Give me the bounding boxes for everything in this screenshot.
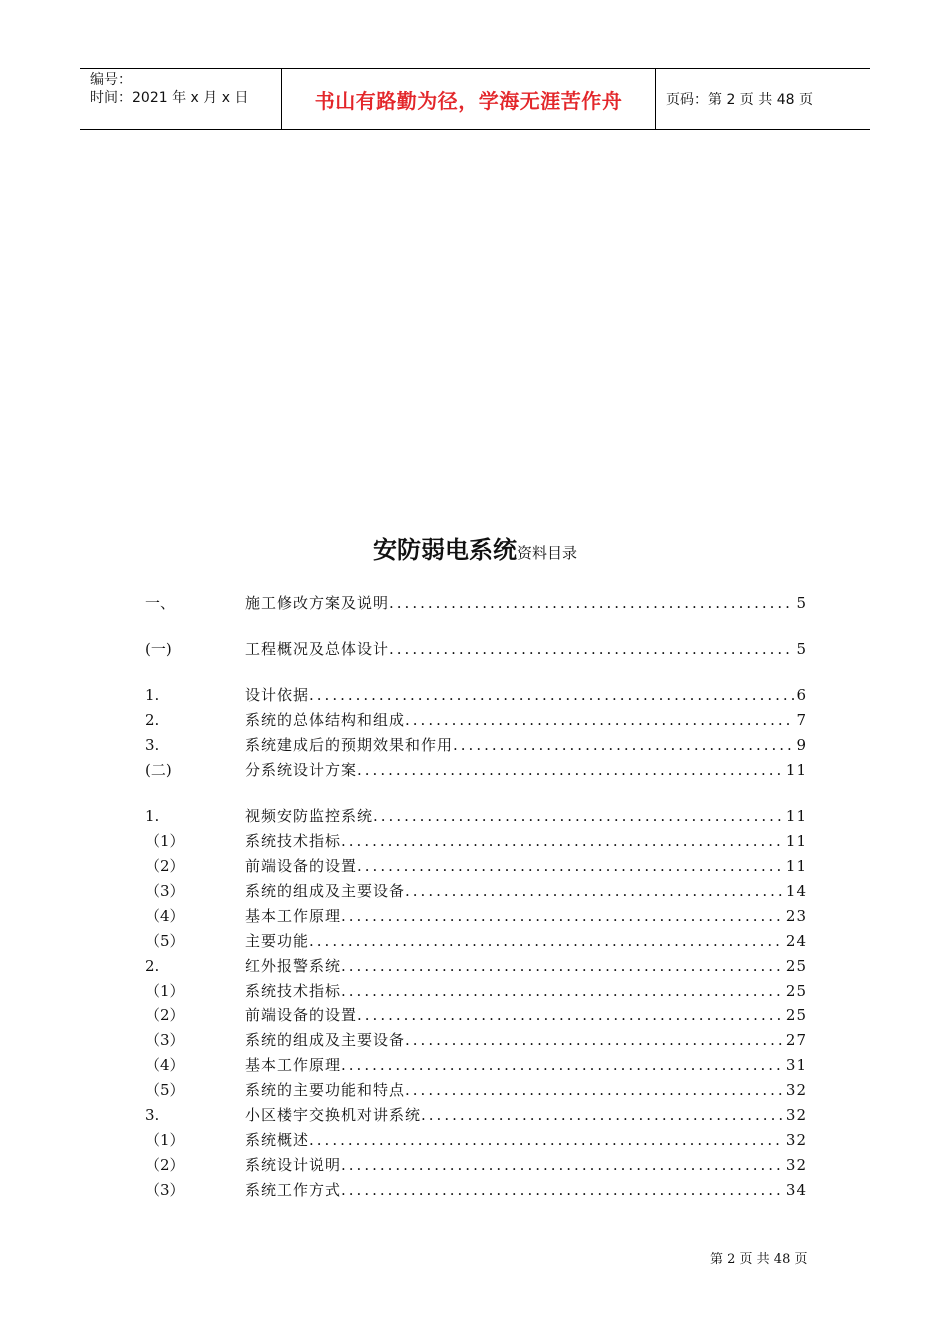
toc-number: 2. bbox=[145, 711, 160, 729]
toc-label: 基本工作原理 bbox=[245, 907, 342, 925]
toc-page: 25 bbox=[785, 1006, 807, 1024]
toc-row[interactable] bbox=[145, 1154, 810, 1176]
toc-row[interactable] bbox=[145, 1029, 810, 1051]
toc-leader bbox=[389, 638, 794, 660]
toc-label: 系统的总体结构和组成 bbox=[245, 711, 406, 729]
toc-label: 主要功能 bbox=[245, 932, 310, 950]
toc-label: 系统工作方式 bbox=[245, 1181, 342, 1199]
toc-page: 25 bbox=[785, 957, 807, 975]
toc-page: 11 bbox=[785, 857, 807, 875]
title-sub: 资料目录 bbox=[516, 544, 577, 562]
toc-page: 31 bbox=[785, 1056, 807, 1074]
toc-leader bbox=[341, 1054, 784, 1076]
toc-number: （2） bbox=[145, 1006, 185, 1024]
toc-page: 9 bbox=[796, 736, 807, 754]
toc-page: 24 bbox=[785, 932, 807, 950]
toc-label: 小区楼宇交换机对讲系统 bbox=[245, 1106, 422, 1124]
doc-time-label: 时间：2021 年 x 月 x 日 bbox=[90, 90, 249, 106]
toc-label: 前端设备的设置 bbox=[245, 857, 358, 875]
toc-row[interactable] bbox=[145, 1054, 810, 1076]
toc-row[interactable] bbox=[145, 734, 810, 756]
toc-leader bbox=[341, 1154, 784, 1176]
toc-page: 32 bbox=[785, 1081, 807, 1099]
toc-label: 系统技术指标 bbox=[245, 832, 342, 850]
toc-label: 系统的组成及主要设备 bbox=[245, 1031, 406, 1049]
toc-leader bbox=[453, 734, 794, 756]
toc-leader bbox=[309, 930, 784, 952]
toc-number: 1. bbox=[145, 807, 160, 825]
toc-label: 分系统设计方案 bbox=[245, 761, 358, 779]
toc-number: 3. bbox=[145, 1106, 160, 1124]
toc-label: 系统的组成及主要设备 bbox=[245, 882, 406, 900]
toc-leader bbox=[373, 805, 784, 827]
toc-page: 23 bbox=[785, 907, 807, 925]
toc-leader bbox=[405, 709, 794, 731]
toc-label: 系统设计说明 bbox=[245, 1156, 342, 1174]
doc-number-label: 编号： bbox=[90, 72, 132, 88]
toc-number: （3） bbox=[145, 1031, 185, 1049]
toc-row[interactable] bbox=[145, 684, 810, 706]
toc-leader bbox=[309, 684, 794, 706]
toc-row[interactable] bbox=[145, 980, 810, 1002]
toc-row[interactable] bbox=[145, 709, 810, 731]
toc-number: 3. bbox=[145, 736, 160, 754]
toc-row[interactable] bbox=[145, 1179, 810, 1201]
toc-label: 基本工作原理 bbox=[245, 1056, 342, 1074]
toc-leader bbox=[357, 855, 784, 877]
toc-leader bbox=[405, 1029, 784, 1051]
toc-number: （5） bbox=[145, 932, 185, 950]
toc-row[interactable] bbox=[145, 1004, 810, 1026]
title-main: 安防弱电系统 bbox=[372, 536, 517, 564]
toc-page: 14 bbox=[785, 882, 807, 900]
toc-row[interactable] bbox=[145, 930, 810, 952]
toc-row[interactable] bbox=[145, 1079, 810, 1101]
toc-number: （2） bbox=[145, 1156, 185, 1174]
toc-number: （4） bbox=[145, 1056, 185, 1074]
toc-page: 32 bbox=[785, 1156, 807, 1174]
toc-row[interactable] bbox=[145, 1129, 810, 1151]
toc-page: 11 bbox=[785, 761, 807, 779]
toc-number: （4） bbox=[145, 907, 185, 925]
toc-number: （3） bbox=[145, 882, 185, 900]
toc-label: 系统技术指标 bbox=[245, 982, 342, 1000]
toc-page: 32 bbox=[785, 1106, 807, 1124]
toc-page: 7 bbox=[796, 711, 807, 729]
toc-row[interactable] bbox=[145, 638, 810, 660]
toc-label: 前端设备的设置 bbox=[245, 1006, 358, 1024]
toc-row[interactable] bbox=[145, 1104, 810, 1126]
toc-leader bbox=[341, 830, 784, 852]
toc-leader bbox=[405, 1079, 784, 1101]
toc-number: (一) bbox=[145, 640, 172, 658]
toc-number: (二) bbox=[145, 761, 172, 779]
toc-label: 系统建成后的预期效果和作用 bbox=[245, 736, 454, 754]
toc-number: （1） bbox=[145, 1131, 185, 1149]
toc-page: 32 bbox=[785, 1131, 807, 1149]
toc-page: 27 bbox=[785, 1031, 807, 1049]
toc-leader bbox=[341, 905, 784, 927]
toc-leader bbox=[357, 759, 784, 781]
toc-leader bbox=[309, 1129, 784, 1151]
toc-number: 2. bbox=[145, 957, 160, 975]
toc-row[interactable] bbox=[145, 830, 810, 852]
toc-row[interactable] bbox=[145, 955, 810, 977]
header-motto: 书山有路勤为径，学海无涯苦作舟 bbox=[282, 69, 656, 129]
page-footer: 第 2 页 共 48 页 bbox=[710, 1252, 808, 1267]
toc-number: （1） bbox=[145, 982, 185, 1000]
toc-page: 5 bbox=[796, 640, 807, 658]
toc-leader bbox=[357, 1004, 784, 1026]
toc-row[interactable] bbox=[145, 759, 810, 781]
toc-leader bbox=[341, 955, 784, 977]
toc-number: （1） bbox=[145, 832, 185, 850]
toc-number: （2） bbox=[145, 857, 185, 875]
toc-leader bbox=[405, 880, 784, 902]
toc-row[interactable] bbox=[145, 805, 810, 827]
toc-label: 系统的主要功能和特点 bbox=[245, 1081, 406, 1099]
toc-page: 11 bbox=[785, 807, 807, 825]
toc-page: 11 bbox=[785, 832, 807, 850]
toc-label: 施工修改方案及说明 bbox=[245, 594, 390, 612]
toc-row[interactable] bbox=[145, 880, 810, 902]
toc-row[interactable] bbox=[145, 905, 810, 927]
toc-label: 视频安防监控系统 bbox=[245, 807, 374, 825]
toc-label: 红外报警系统 bbox=[245, 957, 342, 975]
header-page-number: 页码：第 2 页 共 48 页 bbox=[666, 92, 813, 108]
toc-row[interactable] bbox=[145, 855, 810, 877]
toc-leader bbox=[421, 1104, 784, 1126]
toc-number: （3） bbox=[145, 1181, 185, 1199]
toc-page: 6 bbox=[796, 686, 807, 704]
toc-number: 1. bbox=[145, 686, 160, 704]
toc-row[interactable] bbox=[145, 592, 810, 614]
toc-page: 25 bbox=[785, 982, 807, 1000]
toc-page: 34 bbox=[785, 1181, 807, 1199]
toc-label: 设计依据 bbox=[245, 686, 310, 704]
header-meta bbox=[80, 69, 282, 129]
toc-leader bbox=[389, 592, 794, 614]
page-header bbox=[80, 68, 870, 130]
document-title bbox=[0, 530, 950, 565]
toc-page: 5 bbox=[796, 594, 807, 612]
toc-leader bbox=[341, 980, 784, 1002]
toc-label: 系统概述 bbox=[245, 1131, 310, 1149]
toc-leader bbox=[341, 1179, 784, 1201]
toc-number: 一、 bbox=[145, 594, 176, 612]
toc-number: （5） bbox=[145, 1081, 185, 1099]
toc-label: 工程概况及总体设计 bbox=[245, 640, 390, 658]
